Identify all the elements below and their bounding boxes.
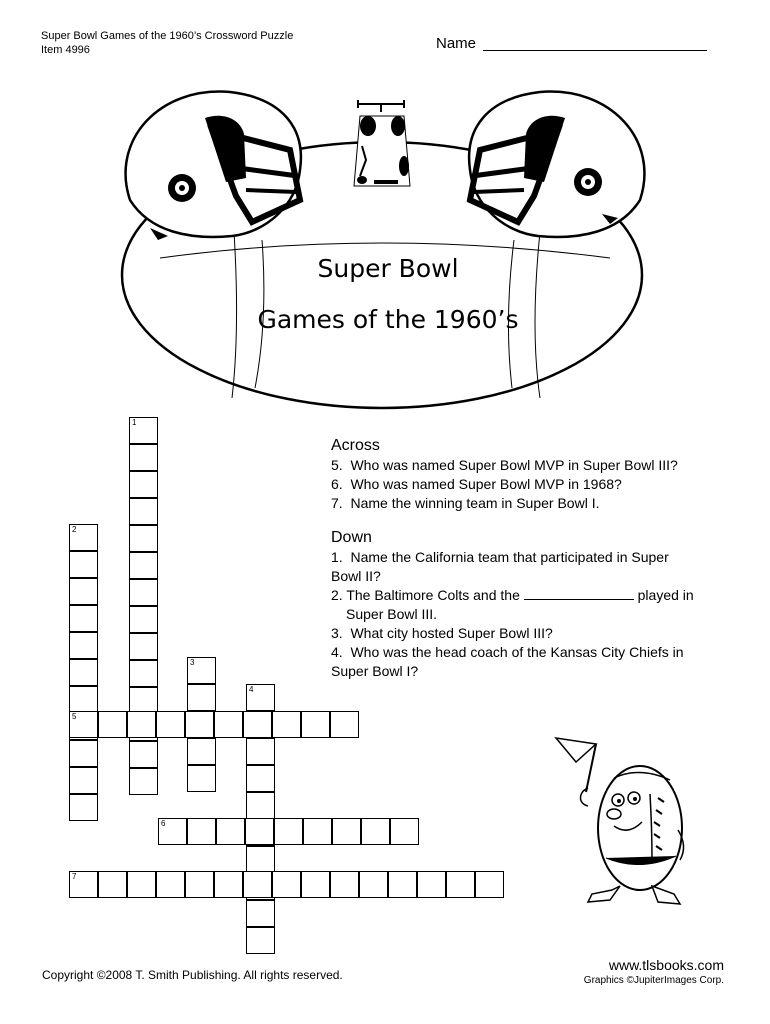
crossword-cell[interactable] — [129, 471, 158, 498]
crossword-cell[interactable] — [332, 818, 361, 845]
clue-down-2: 2. The Baltimore Colts and the played in — [331, 587, 694, 603]
crossword-cell[interactable] — [98, 871, 127, 898]
crossword-cell[interactable] — [330, 711, 359, 738]
crossword-cell[interactable] — [243, 711, 272, 738]
crossword-cell[interactable] — [69, 794, 98, 821]
crossword-cell[interactable] — [246, 846, 275, 873]
crossword-cell[interactable] — [129, 633, 158, 660]
across-clues — [331, 456, 731, 513]
crossword-cell[interactable] — [129, 660, 158, 687]
crossword-cell[interactable] — [158, 818, 187, 845]
crossword-cell[interactable] — [98, 711, 127, 738]
crossword-cell[interactable] — [272, 871, 301, 898]
crossword-cell[interactable] — [69, 711, 98, 738]
crossword-cell[interactable] — [69, 871, 98, 898]
down-heading: Down — [331, 529, 372, 546]
crossword-cell[interactable] — [243, 871, 272, 898]
crossword-cell[interactable] — [129, 768, 158, 795]
clue-down-1: 1. Name the California team that participated in Super — [331, 549, 669, 565]
crossword-cell[interactable] — [246, 684, 275, 711]
left-helmet-icon — [126, 92, 301, 240]
crossword-cell[interactable] — [129, 417, 158, 444]
crossword-cell[interactable] — [245, 818, 274, 845]
illustration-title-line1: Super Bowl — [317, 254, 459, 283]
down-clues — [331, 548, 731, 681]
cell-number: 4 — [249, 685, 254, 694]
cell-number: 3 — [190, 658, 195, 667]
crossword-cell[interactable] — [129, 525, 158, 552]
crossword-cell[interactable] — [446, 871, 475, 898]
cell-number: 6 — [161, 819, 166, 828]
crossword-cell[interactable] — [187, 738, 216, 765]
crossword-cell[interactable] — [69, 659, 98, 686]
crossword-cell[interactable] — [246, 900, 275, 927]
crossword-cell[interactable] — [129, 498, 158, 525]
clue-across-5: 5. Who was named Super Bowl MVP in Super Bowl III? — [331, 457, 678, 473]
clues-panel — [331, 436, 731, 681]
crossword-cell[interactable] — [417, 871, 446, 898]
crossword-cell[interactable] — [246, 792, 275, 819]
clue-down-3: 3. What city hosted Super Bowl III? — [331, 625, 553, 641]
crossword-cell[interactable] — [69, 605, 98, 632]
crossword-cell[interactable] — [216, 818, 245, 845]
crossword-cell[interactable] — [274, 818, 303, 845]
goalpost-icon — [354, 100, 410, 186]
answer-blank — [524, 588, 634, 600]
crossword-cell[interactable] — [301, 711, 330, 738]
crossword-cell[interactable] — [69, 578, 98, 605]
crossword-cell[interactable] — [361, 818, 390, 845]
cell-number: 7 — [72, 872, 77, 881]
worksheet-title: Super Bowl Games of the 1960’s Crossword Puzzle — [41, 30, 294, 42]
crossword-cell[interactable] — [246, 927, 275, 954]
football-helmets-illustration — [0, 0, 770, 420]
website-link[interactable]: www.tlsbooks.com — [608, 957, 724, 973]
crossword-cell[interactable] — [156, 711, 185, 738]
clue-down-4-cont: Super Bowl I? — [331, 663, 419, 679]
crossword-cell[interactable] — [187, 657, 216, 684]
crossword-cell[interactable] — [187, 684, 216, 711]
copyright-text: Copyright ©2008 T. Smith Publishing. All rights reserved. — [42, 968, 343, 982]
crossword-cell[interactable] — [129, 606, 158, 633]
graphics-credit: Graphics ©JupiterImages Corp. — [583, 975, 724, 986]
crossword-cell[interactable] — [475, 871, 504, 898]
crossword-cell[interactable] — [185, 711, 214, 738]
crossword-cell[interactable] — [303, 818, 332, 845]
item-number: Item 4996 — [41, 44, 90, 56]
crossword-cell[interactable] — [129, 552, 158, 579]
crossword-cell[interactable] — [187, 765, 216, 792]
right-helmet-icon — [469, 92, 644, 237]
crossword-cell[interactable] — [246, 738, 275, 765]
crossword-cell[interactable] — [301, 871, 330, 898]
crossword-cell[interactable] — [69, 632, 98, 659]
clue-down-1-cont: Bowl II? — [331, 568, 381, 584]
crossword-cell[interactable] — [388, 871, 417, 898]
crossword-cell[interactable] — [214, 871, 243, 898]
crossword-cell[interactable] — [214, 711, 243, 738]
crossword-cell[interactable] — [359, 871, 388, 898]
crossword-cell[interactable] — [330, 871, 359, 898]
football-mascot-icon — [548, 718, 698, 918]
crossword-cell[interactable] — [272, 711, 301, 738]
clue-across-7: 7. Name the winning team in Super Bowl I. — [331, 495, 600, 511]
cell-number: 5 — [72, 712, 77, 721]
crossword-cell[interactable] — [185, 871, 214, 898]
crossword-cell[interactable] — [69, 767, 98, 794]
name-label: Name — [436, 35, 477, 52]
crossword-cell[interactable] — [69, 551, 98, 578]
crossword-cell[interactable] — [69, 740, 98, 767]
cell-number: 1 — [132, 418, 137, 427]
cell-number: 2 — [72, 525, 77, 534]
crossword-cell[interactable] — [129, 687, 158, 714]
crossword-cell[interactable] — [156, 871, 185, 898]
crossword-cell[interactable] — [246, 765, 275, 792]
clue-across-6: 6. Who was named Super Bowl MVP in 1968? — [331, 476, 622, 492]
crossword-cell[interactable] — [129, 579, 158, 606]
crossword-cell[interactable] — [187, 818, 216, 845]
crossword-cell[interactable] — [390, 818, 419, 845]
across-heading: Across — [331, 437, 380, 454]
crossword-cell[interactable] — [127, 711, 156, 738]
crossword-cell[interactable] — [129, 444, 158, 471]
clue-down-4: 4. Who was the head coach of the Kansas City Chiefs in — [331, 644, 684, 660]
crossword-cell[interactable] — [129, 741, 158, 768]
illustration-title-line2: Games of the 1960’s — [257, 305, 519, 334]
crossword-cell[interactable] — [69, 524, 98, 551]
crossword-cell[interactable] — [69, 686, 98, 713]
clue-down-2-cont: Super Bowl III. — [346, 606, 438, 622]
crossword-cell[interactable] — [127, 871, 156, 898]
